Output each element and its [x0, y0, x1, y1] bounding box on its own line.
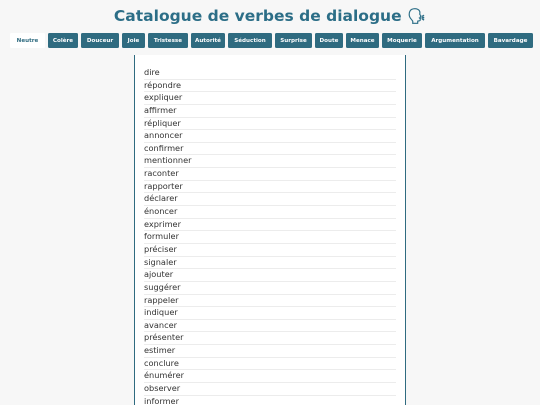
- tab-tristesse[interactable]: Tristesse: [148, 33, 188, 48]
- tab-neutre[interactable]: Neutre: [10, 33, 45, 48]
- verb-item: expliquer: [144, 92, 396, 105]
- tab-colere[interactable]: Colère: [48, 33, 78, 48]
- tab-joie[interactable]: Joie: [122, 33, 145, 48]
- tab-moquerie[interactable]: Moquerie: [382, 33, 422, 48]
- verb-item: ajouter: [144, 269, 396, 282]
- verb-item: confirmer: [144, 143, 396, 156]
- verb-item: affirmer: [144, 105, 396, 118]
- verb-item: énoncer: [144, 206, 396, 219]
- verb-item: dire: [144, 67, 396, 80]
- verb-item: mentionner: [144, 155, 396, 168]
- verb-item: répliquer: [144, 118, 396, 131]
- tab-argumentation[interactable]: Argumentation: [425, 33, 485, 48]
- verb-item: conclure: [144, 358, 396, 371]
- verb-item: informer: [144, 396, 396, 405]
- verb-item: déclarer: [144, 193, 396, 206]
- verb-item: raconter: [144, 168, 396, 181]
- tab-surprise[interactable]: Surprise: [275, 33, 312, 48]
- verb-item: répondre: [144, 80, 396, 93]
- verb-item: formuler: [144, 231, 396, 244]
- tab-bavardage[interactable]: Bavardage: [488, 33, 533, 48]
- verb-item: signaler: [144, 257, 396, 270]
- verb-item: rapporter: [144, 181, 396, 194]
- verb-item: suggérer: [144, 282, 396, 295]
- verb-item: rappeler: [144, 295, 396, 308]
- verb-item: indiquer: [144, 307, 396, 320]
- tab-menace[interactable]: Menace: [346, 33, 379, 48]
- verb-item: estimer: [144, 345, 396, 358]
- page-title: [0, 7, 540, 25]
- verb-item: présenter: [144, 332, 396, 345]
- verb-item: annoncer: [144, 130, 396, 143]
- verb-item: observer: [144, 383, 396, 396]
- tab-douceur[interactable]: Douceur: [81, 33, 119, 48]
- tab-seduction[interactable]: Séduction: [228, 33, 272, 48]
- tab-doute[interactable]: Doute: [315, 33, 343, 48]
- tab-autorite[interactable]: Autorité: [191, 33, 225, 48]
- verb-item: énumérer: [144, 370, 396, 383]
- verb-list: [135, 55, 405, 405]
- speaking-head-icon: 🗣: [407, 7, 427, 25]
- verb-item: préciser: [144, 244, 396, 257]
- verb-item: exprimer: [144, 219, 396, 232]
- verb-item: avancer: [144, 320, 396, 333]
- category-tabs: [10, 33, 533, 48]
- page-title-text: Catalogue de verbes de dialogue: [113, 7, 402, 25]
- verb-list-panel[interactable]: [134, 55, 406, 405]
